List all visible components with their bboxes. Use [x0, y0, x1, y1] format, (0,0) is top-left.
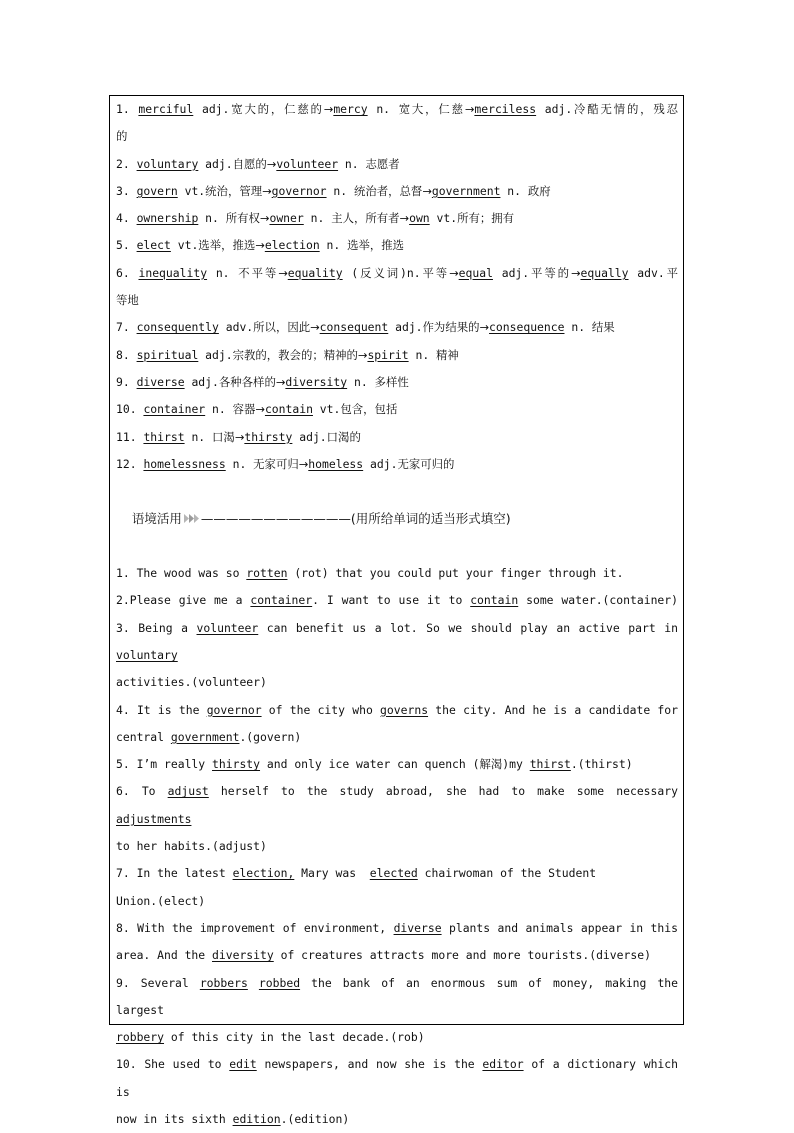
answer-word: diversity — [212, 948, 274, 963]
line-text: 5. — [116, 238, 137, 253]
answer-word: government — [431, 183, 501, 198]
section-rule: ———————————— — [200, 511, 351, 527]
exercise-line — [116, 942, 678, 969]
exercise-line — [116, 970, 685, 1025]
line-text: the bank of an enormous sum of money, making the largest — [116, 975, 685, 1017]
line-text: n. 精神 — [408, 347, 459, 362]
line-text: 3. — [116, 183, 137, 198]
line-text: .(edition) — [280, 1111, 350, 1126]
answer-word: merciless — [474, 102, 537, 116]
exercise-list — [116, 560, 685, 1133]
line-text: n. 口渴 — [184, 429, 235, 444]
exercise-item — [116, 697, 678, 752]
line-text: n. 政府 — [500, 183, 551, 198]
answer-word: adjustments — [116, 811, 192, 826]
arrow-icon: → — [464, 102, 475, 116]
vocab-item — [116, 260, 678, 287]
line-text: central — [116, 729, 171, 744]
exercise-line — [116, 724, 678, 751]
line-text: vt.选举，推选 — [170, 238, 256, 253]
exercise-line — [116, 915, 678, 942]
answer-word: election — [264, 238, 320, 253]
exercise-item — [116, 778, 685, 860]
answer-word: elected — [369, 866, 418, 881]
arrow-icon: → — [278, 265, 288, 280]
exercise-line — [116, 1051, 685, 1106]
answer-word: spiritual — [136, 347, 199, 362]
vocab-item-continuation: 等地 — [116, 293, 139, 308]
answer-word: robbed — [258, 975, 301, 990]
line-text: adv.平 — [628, 265, 679, 280]
arrow-icon: → — [255, 238, 265, 253]
vocab-item — [116, 396, 678, 423]
line-text: n. 无家可归 — [225, 456, 299, 471]
line-text: adj.自愿的 — [198, 156, 267, 171]
line-text: 10. — [116, 402, 144, 417]
arrow-icon: → — [310, 320, 320, 335]
answer-word: thirst — [143, 429, 185, 444]
arrow-icon: → — [570, 265, 581, 280]
answer-word: robbers — [199, 975, 248, 990]
arrow-icon: → — [323, 102, 334, 116]
answer-word: robbery — [116, 1030, 165, 1045]
answer-word: homeless — [308, 456, 364, 471]
arrow-icon: → — [399, 211, 410, 226]
answer-word: mercy — [333, 102, 368, 116]
answer-word: container — [250, 593, 313, 608]
line-text: of the city who — [261, 702, 381, 717]
arrow-icon: → — [234, 429, 245, 444]
answer-word: governor — [271, 183, 327, 198]
vocab-item — [116, 342, 678, 369]
arrow-icon: → — [357, 347, 368, 362]
line-text: of creatures attracts more and more tourists.(diverse) — [273, 948, 651, 963]
vocab-item — [116, 314, 678, 341]
answer-word: adjust — [167, 784, 209, 799]
line-text: adj.宗教的，教会的；精神的 — [198, 347, 358, 362]
answer-word: equality — [287, 265, 343, 280]
line-text: 6. — [116, 265, 139, 280]
exercise-line — [116, 860, 678, 887]
line-text: .(govern) — [239, 729, 302, 744]
line-text: . I want to use it to — [312, 593, 471, 608]
exercise-line — [116, 833, 678, 860]
section-header — [116, 478, 678, 560]
answer-word: homelessness — [143, 456, 226, 471]
answer-word: consequence — [489, 320, 565, 335]
line-text: can benefit us a lot. So we should play an active part in — [258, 620, 685, 635]
vocab-item — [116, 178, 678, 205]
line-text: Union.(elect) — [116, 893, 206, 908]
answer-word: spirit — [367, 347, 409, 362]
line-text: n. 志愿者 — [338, 156, 400, 171]
arrow-icon: → — [255, 402, 265, 417]
answer-word: contain — [264, 402, 313, 417]
vocab-item — [116, 205, 678, 232]
line-text: activities.(volunteer) — [116, 675, 267, 690]
answer-word: own — [409, 211, 430, 226]
answer-word: contain — [470, 593, 519, 608]
line-text: 9. Several — [116, 975, 200, 990]
line-text: 6. To — [116, 784, 168, 799]
line-text: 8. With the improvement of environment, — [116, 920, 394, 935]
answer-word: voluntary — [136, 156, 199, 171]
arrow-icon: → — [275, 374, 286, 389]
line-text: and only ice water can quench (解渴)my — [260, 757, 530, 772]
line-text: 12. — [116, 456, 144, 471]
line-text — [248, 976, 259, 990]
arrow-icon: → — [422, 183, 432, 198]
exercise-item — [116, 587, 678, 614]
answer-word: inequality — [138, 265, 208, 280]
line-text: n. 所有权 — [198, 211, 260, 226]
answer-word: voluntary — [116, 647, 178, 662]
line-text: 11. — [116, 429, 144, 444]
section-instruction: (用所给单词的适当形式填空) — [350, 511, 511, 527]
vocab-item-continuation: 的 — [116, 129, 128, 144]
line-text: 10. She used to — [116, 1057, 230, 1072]
answer-word: owner — [269, 211, 304, 226]
exercise-line — [116, 697, 678, 724]
vocab-item — [116, 232, 678, 259]
line-text: to her habits.(adjust) — [116, 839, 267, 854]
line-text: n. 不平等 — [207, 265, 279, 280]
answer-word: thirst — [529, 757, 571, 772]
line-text: 7. In the latest — [116, 866, 233, 881]
answer-word: edition — [232, 1111, 281, 1126]
answer-word: merciful — [138, 102, 194, 116]
line-text: n. 宽大，仁慈 — [367, 102, 465, 116]
line-text: newspapers, and now she is the — [256, 1057, 483, 1072]
line-text: 2.Please give me a — [116, 593, 251, 608]
line-text: 9. — [116, 374, 137, 389]
line-text: adj.宽大的，仁慈的 — [193, 102, 324, 116]
exercise-line — [116, 778, 685, 833]
line-text: n. 统治者，总督 — [326, 183, 423, 198]
exercise-line — [116, 1106, 678, 1133]
answer-word: rotten — [246, 566, 288, 581]
line-text: 2. — [116, 156, 137, 171]
arrow-icon: → — [259, 211, 270, 226]
answer-word: government — [170, 729, 240, 744]
exercise-item — [116, 615, 685, 697]
vocabulary-list — [116, 96, 678, 478]
line-text: 1. — [116, 102, 139, 116]
exercise-line — [116, 587, 678, 614]
answer-word: equally — [580, 265, 629, 280]
line-text: plants and animals appear in this — [441, 920, 678, 935]
line-text: herself to the study abroad, she had to make some necessary — [208, 784, 685, 799]
vocab-item — [116, 451, 678, 478]
line-text: adj.各种各样的 — [184, 374, 276, 389]
line-text: of a dictionary which is — [116, 1057, 685, 1099]
exercise-item — [116, 970, 685, 1052]
line-text: 7. — [116, 320, 137, 335]
line-text: some water.(container) — [518, 593, 678, 608]
line-text: adj.作为结果的 — [388, 320, 480, 335]
line-text: adj.冷酷无情的，残忍 — [536, 102, 678, 116]
line-text: .(thirst) — [570, 757, 633, 772]
line-text: area. And the — [116, 948, 213, 963]
answer-word: governs — [380, 702, 429, 717]
line-text: now in its sixth — [116, 1111, 233, 1126]
line-text: Mary was — [294, 866, 370, 881]
line-text: n. 选举，推选 — [319, 238, 405, 253]
answer-word: volunteer — [276, 156, 339, 171]
line-text: 3. Being a — [116, 620, 197, 635]
double-arrow-icon — [183, 513, 200, 524]
exercise-item — [116, 560, 678, 587]
arrow-icon: → — [298, 456, 309, 471]
arrow-icon: → — [266, 156, 277, 171]
line-text: adj.无家可归的 — [363, 456, 455, 471]
line-text: n. 多样性 — [347, 374, 409, 389]
answer-word: governor — [206, 702, 262, 717]
worksheet-content — [116, 96, 685, 1133]
line-text: (rot) that you could put your finger through it. — [287, 566, 624, 581]
line-text: of this city in the last decade.(rob) — [164, 1030, 425, 1045]
line-text: 4. It is the — [116, 702, 207, 717]
line-text: vt.统治，管理 — [177, 183, 263, 198]
line-text: vt.包含，包括 — [312, 402, 398, 417]
arrow-icon: → — [479, 320, 490, 335]
vocab-item — [116, 96, 678, 123]
answer-word: edit — [229, 1057, 257, 1072]
line-text: the city. And he is a candidate for — [428, 702, 678, 717]
answer-word: diversity — [285, 374, 348, 389]
exercise-item — [116, 915, 678, 970]
answer-word: thirsty — [244, 429, 293, 444]
answer-word: consequently — [136, 320, 219, 335]
exercise-line — [116, 560, 678, 587]
line-text: vt.所有；拥有 — [429, 211, 515, 226]
line-text: (反义词)n.平等 — [342, 265, 450, 280]
answer-word: elect — [136, 238, 171, 253]
exercise-item — [116, 1051, 685, 1133]
line-text: adv.所以，因此 — [218, 320, 311, 335]
line-text: n. 结果 — [564, 320, 615, 335]
answer-word: diverse — [136, 374, 185, 389]
line-text: chairwoman of the Student — [417, 866, 597, 881]
line-text: 1. The wood was so — [116, 566, 247, 581]
section-title: 语境活用 — [131, 511, 182, 527]
arrow-icon: → — [449, 265, 459, 280]
exercise-item — [116, 860, 678, 915]
answer-word: equal — [458, 265, 493, 280]
answer-word: diverse — [393, 920, 442, 935]
exercise-line — [116, 751, 678, 778]
exercise-line — [116, 888, 678, 915]
vocab-item — [116, 151, 678, 178]
line-text: adj.平等的 — [492, 265, 571, 280]
answer-word: election, — [232, 866, 295, 881]
vocab-item — [116, 424, 678, 451]
exercise-item — [116, 751, 678, 778]
line-text: n. 主人，所有者 — [303, 211, 400, 226]
line-text: adj.口渴的 — [292, 429, 361, 444]
exercise-line — [116, 1024, 678, 1051]
answer-word: thirsty — [212, 757, 261, 772]
exercise-line — [116, 615, 685, 670]
answer-word: editor — [482, 1057, 524, 1072]
answer-word: govern — [136, 183, 178, 198]
exercise-line — [116, 669, 678, 696]
vocab-item — [116, 369, 678, 396]
answer-word: consequent — [319, 320, 389, 335]
answer-word: container — [143, 402, 206, 417]
line-text: n. 容器 — [205, 402, 256, 417]
answer-word: volunteer — [196, 620, 259, 635]
line-text: 5. I’m really — [116, 757, 213, 772]
arrow-icon: → — [262, 183, 272, 198]
line-text: 4. — [116, 211, 137, 226]
answer-word: ownership — [136, 211, 199, 226]
line-text: 8. — [116, 347, 137, 362]
